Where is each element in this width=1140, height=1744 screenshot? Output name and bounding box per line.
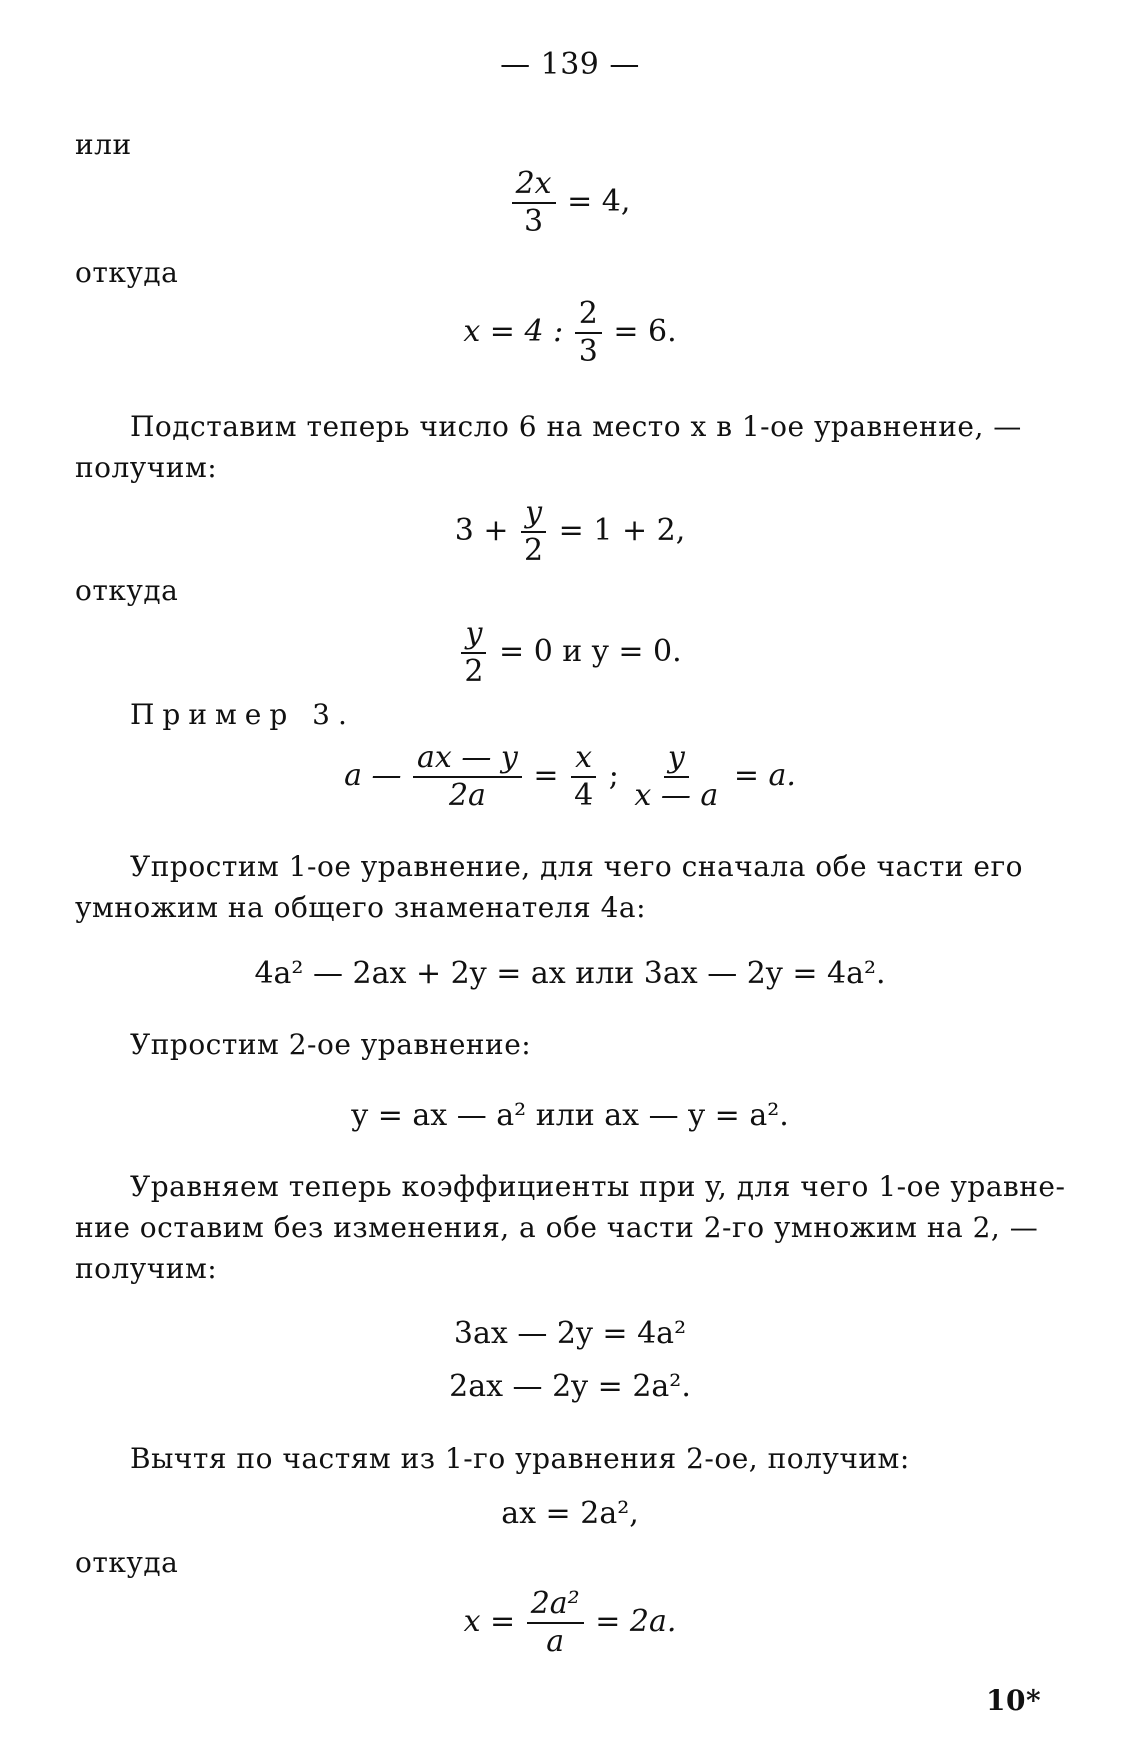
equation-2 — [0, 298, 1140, 368]
equation-rest: = 6. — [613, 314, 677, 349]
numerator: 2 — [575, 298, 602, 334]
equation-7: y = ax — a² или ax — y = a². — [351, 1098, 789, 1133]
numerator: y — [461, 618, 486, 654]
equation-rest: = 1 + 2, — [558, 513, 686, 548]
equation-3 — [0, 497, 1140, 567]
denominator: 3 — [524, 204, 544, 239]
denominator: a — [546, 1624, 565, 1659]
fraction — [520, 497, 547, 567]
numerator: y — [521, 497, 546, 533]
semicolon: ; — [608, 758, 619, 793]
denominator: 3 — [578, 334, 598, 369]
equation-rest: = 4, — [567, 184, 631, 219]
paragraph-2-line-2: умножим на общего знаменателя 4a: — [75, 891, 647, 924]
equation-9: 2ax — 2y = 2a². — [449, 1369, 691, 1404]
word-otkuda-3: откуда — [75, 1546, 179, 1579]
equation-1 — [0, 168, 1140, 238]
fraction — [512, 168, 556, 238]
numerator: x — [571, 742, 596, 778]
equation-5 — [0, 742, 1140, 812]
numerator: 2a² — [527, 1588, 584, 1624]
example-heading: Пример 3. — [130, 698, 355, 731]
paragraph-4-line-1: Уравняем теперь коэффициенты при y, для чего 1-ое уравне- — [130, 1170, 1066, 1203]
equation-10: ax = 2a², — [501, 1496, 639, 1531]
equation-left: x = — [463, 1604, 516, 1639]
equation-11 — [0, 1588, 1140, 1658]
numerator: 2x — [512, 168, 556, 204]
equation-rest: = 2a. — [595, 1604, 677, 1639]
denominator: 2 — [524, 533, 544, 568]
word-ili: или — [75, 128, 132, 161]
fraction — [527, 1588, 584, 1658]
fraction-2 — [570, 742, 597, 812]
signature-mark: 10* — [986, 1684, 1042, 1717]
paragraph-2-line-1: Упростим 1-ое уравнение, для чего сначала обе части его — [130, 850, 1024, 883]
equation-8: 3ax — 2y = 4a² — [453, 1316, 687, 1351]
fraction — [460, 618, 487, 688]
numerator: ax — y — [413, 742, 522, 778]
denominator: x — a — [634, 778, 719, 813]
denominator: 2a — [448, 778, 486, 813]
fraction-1 — [413, 742, 522, 812]
word-otkuda-2: откуда — [75, 574, 179, 607]
equals-sign: = — [533, 758, 559, 793]
page-number: — 139 — — [500, 47, 640, 82]
equation-6: 4a² — 2ax + 2y = ax или 3ax — 2y = 4a². — [254, 956, 886, 991]
denominator: 4 — [574, 778, 594, 813]
fraction — [575, 298, 602, 368]
equation-4 — [0, 618, 1140, 688]
paragraph-4-line-3: получим: — [75, 1252, 218, 1285]
fraction-3 — [630, 742, 722, 812]
paragraph-4-line-2: ние оставим без изменения, а обе части 2-го умножим на 2, — — [75, 1211, 1039, 1244]
equation-left: x = 4 : — [463, 314, 564, 349]
paragraph-5: Вычтя по частям из 1-го уравнения 2-ое, получим: — [130, 1442, 910, 1475]
equation-rest: = 0 и y = 0. — [499, 634, 682, 669]
paragraph-1-line-1: Подставим теперь число 6 на место x в 1-ое уравнение, — — [130, 410, 1022, 443]
denominator: 2 — [464, 654, 484, 689]
numerator: y — [664, 742, 689, 778]
equation-left: a — — [344, 758, 402, 793]
paragraph-1-line-2: получим: — [75, 451, 218, 484]
equation-left: 3 + — [454, 513, 509, 548]
paragraph-3: Упростим 2-ое уравнение: — [130, 1028, 532, 1061]
word-otkuda: откуда — [75, 256, 179, 289]
equation-rest: = a. — [733, 758, 796, 793]
